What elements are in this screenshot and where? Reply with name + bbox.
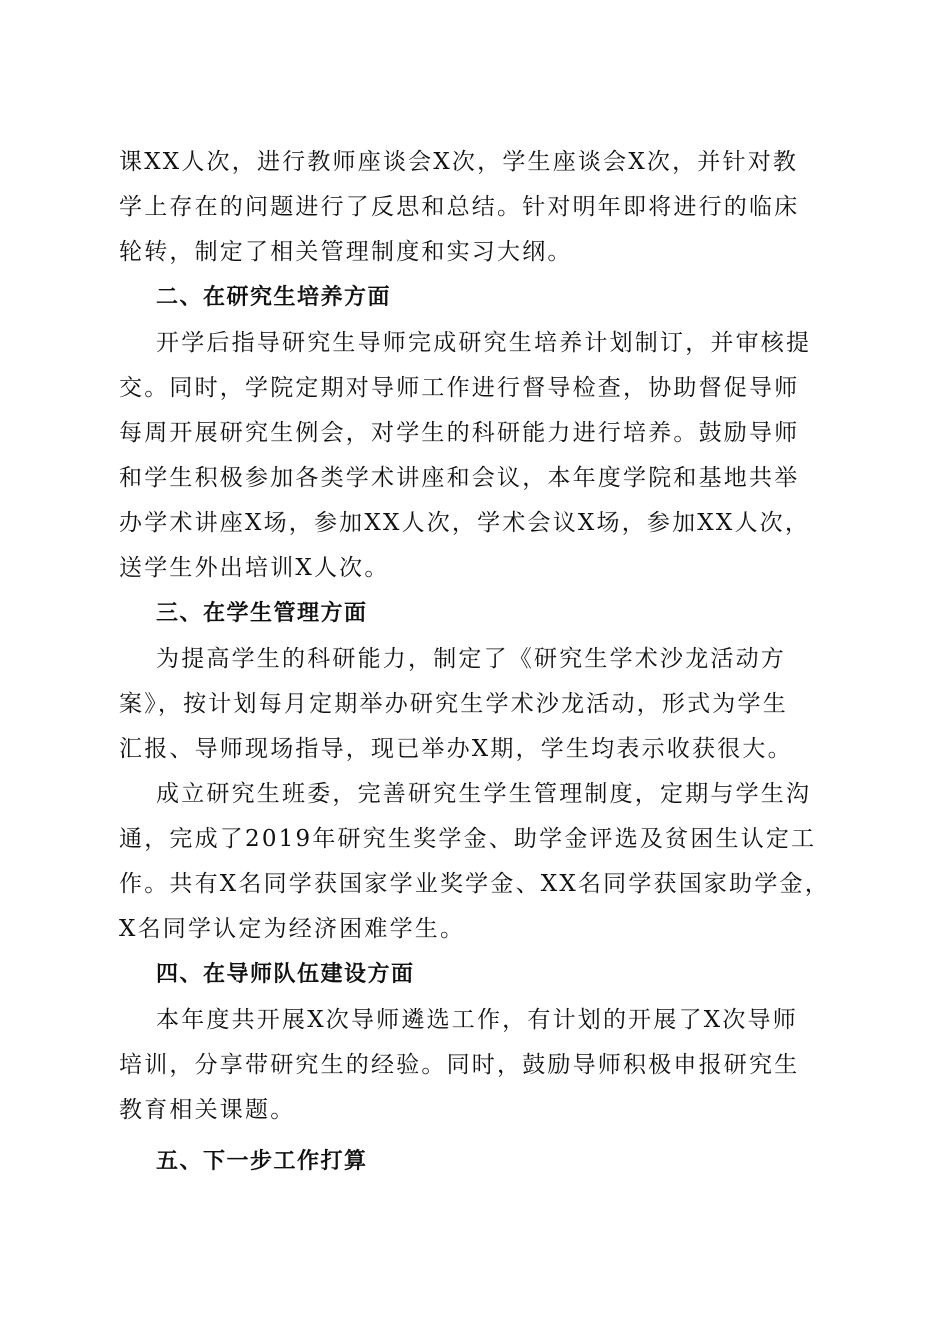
paragraph-line: 每周开展研究生例会，对学生的科研能力进行培养。鼓励导师 [119,420,800,446]
paragraph-line: 学上存在的问题进行了反思和总结。针对明年即将进行的临床 [119,194,800,220]
paragraph-line: 教育相关课题。 [119,1097,296,1123]
paragraph-line: X名同学认定为经济困难学生。 [119,916,466,942]
paragraph-line: 成立研究生班委，完善研究生学生管理制度，定期与学生沟 [156,781,812,807]
paragraph-line: 案》，按计划每月定期举办研究生学术沙龙活动，形式为学生 [119,691,788,717]
paragraph-line: 办学术讲座X场，参加XX人次，学术会议X场，参加XX人次， [119,510,811,536]
paragraph-line: 作。共有X名同学获国家学业奖学金、XX名同学获国家助学金， [119,871,830,897]
paragraph-line: 送学生外出培训X人次。 [119,555,390,581]
paragraph-line: 开学后指导研究生导师完成研究生培养计划制订，并审核提 [156,330,812,356]
paragraph-line: 课XX人次，进行教师座谈会X次，学生座谈会X次，并针对教 [119,149,799,175]
section-heading: 四、在导师队伍建设方面 [156,962,415,987]
paragraph-line: 和学生积极参加各类学术讲座和会议，本年度学院和基地共举 [119,465,800,491]
section-heading: 五、下一步工作打算 [156,1149,368,1174]
paragraph-line: 交。同时，学院定期对导师工作进行督导检查，协助督促导师 [119,375,800,401]
section-heading: 二、在研究生培养方面 [156,285,392,310]
paragraph-line: 通，完成了2019年研究生奖学金、助学金评选及贫困生认定工 [119,826,817,852]
document-page [119,140,829,1185]
paragraph-line: 汇报、导师现场指导，现已举办X期，学生均表示收获很大。 [119,736,793,762]
paragraph-line: 本年度共开展X次导师遴选工作，有计划的开展了X次导师 [156,1007,798,1033]
section-heading: 三、在学生管理方面 [156,601,368,626]
paragraph-line: 轮转，制定了相关管理制度和实习大纲。 [119,239,573,265]
paragraph-line: 培训，分享带研究生的经验。同时，鼓励导师积极申报研究生 [119,1052,800,1078]
paragraph-line: 为提高学生的科研能力，制定了《研究生学术沙龙活动方 [156,646,786,672]
